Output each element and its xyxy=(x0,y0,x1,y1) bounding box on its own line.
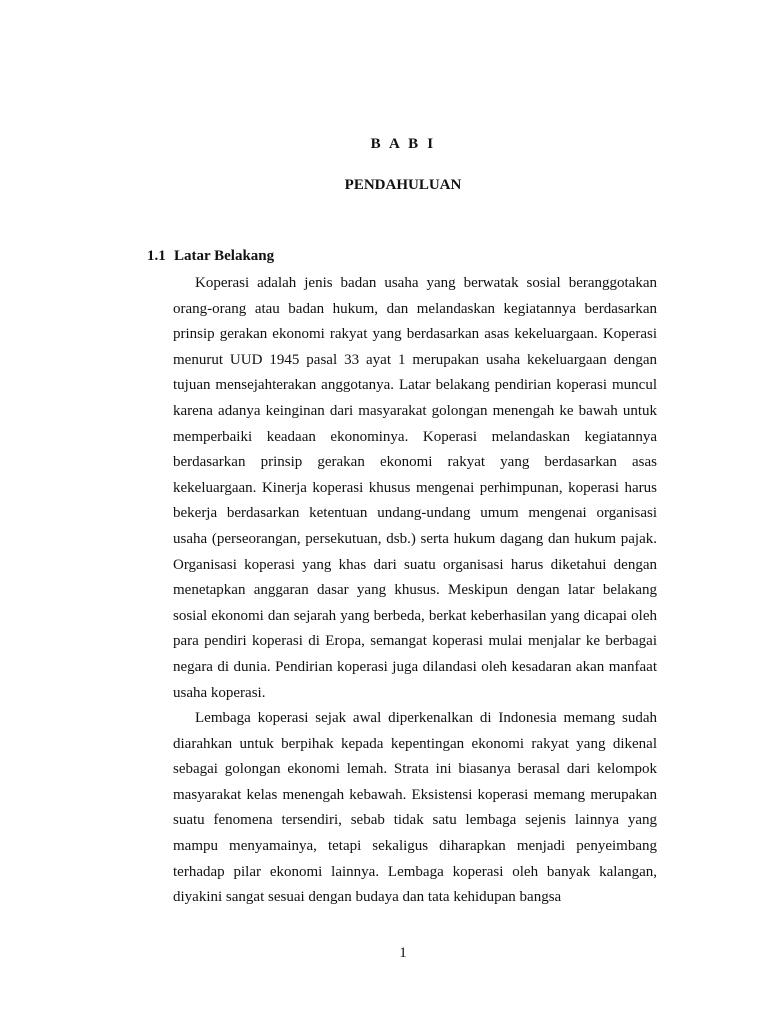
section-title: Latar Belakang xyxy=(174,248,275,264)
body-text xyxy=(173,271,657,911)
section-heading xyxy=(147,248,274,265)
paragraph: Koperasi adalah jenis badan usaha yang berwatak sosial beranggotakan orang-orang atau badan hukum, dan melandaskan kegiatannya berdasarkan prinsip gerakan ekonomi rakyat yang berdasarkan asas kekeluargaan. Koperasi menurut UUD 1945 pasal 33 ayat 1 merupakan usaha kekeluargaan dengan tujuan mensejahterakan anggotanya. Latar belakang pendirian koperasi muncul karena adanya keinginan dari masyarakat golongan menengah ke bawah untuk memperbaiki keadaan ekonominya. Koperasi melandaskan kegiatannya berdasarkan prinsip gerakan ekonomi rakyat yang berdasarkan asas kekeluargaan. Kinerja koperasi khusus mengenai perhimpunan, koperasi harus bekerja berdasarkan ketentuan undang-undang umum mengenai organisasi usaha (perseorangan, persekutuan, dsb.) serta hukum dagang dan hukum pajak. Organisasi koperasi yang khas dari suatu organisasi harus diketahui dengan menetapkan anggaran dasar yang khusus. Meskipun dengan latar belakang sosial ekonomi dan sejarah yang berbeda, berkat keberhasilan yang dicapai oleh para pendiri koperasi di Eropa, semangat koperasi mulai menjalar ke berbagai negara di dunia. Pendirian koperasi juga dilandasi oleh kesadaran akan manfaat usaha koperasi. xyxy=(173,275,657,701)
page-number: 1 xyxy=(399,945,407,961)
section-number: 1.1 xyxy=(147,248,166,264)
chapter-title: B A B I xyxy=(370,136,436,152)
paragraph: Lembaga koperasi sejak awal diperkenalkan di Indonesia memang sudah diarahkan untuk berpihak kepada kepentingan ekonomi rakyat yang dikenal sebagai golongan ekonomi lemah. Strata ini biasanya berasal dari kelompok masyarakat kelas menengah kebawah. Eksistensi koperasi memang merupakan suatu fenomena tersendiri, sebab tidak satu lembaga sejenis lainnya yang mampu menyamainya, tetapi sekaligus diharapkan menjadi penyeimbang terhadap pilar ekonomi lainnya. Lembaga koperasi oleh banyak kalangan, diyakini sangat sesuai dengan budaya dan tata kehidupan bangsa xyxy=(173,710,657,906)
chapter-subtitle: PENDAHULUAN xyxy=(344,177,462,193)
